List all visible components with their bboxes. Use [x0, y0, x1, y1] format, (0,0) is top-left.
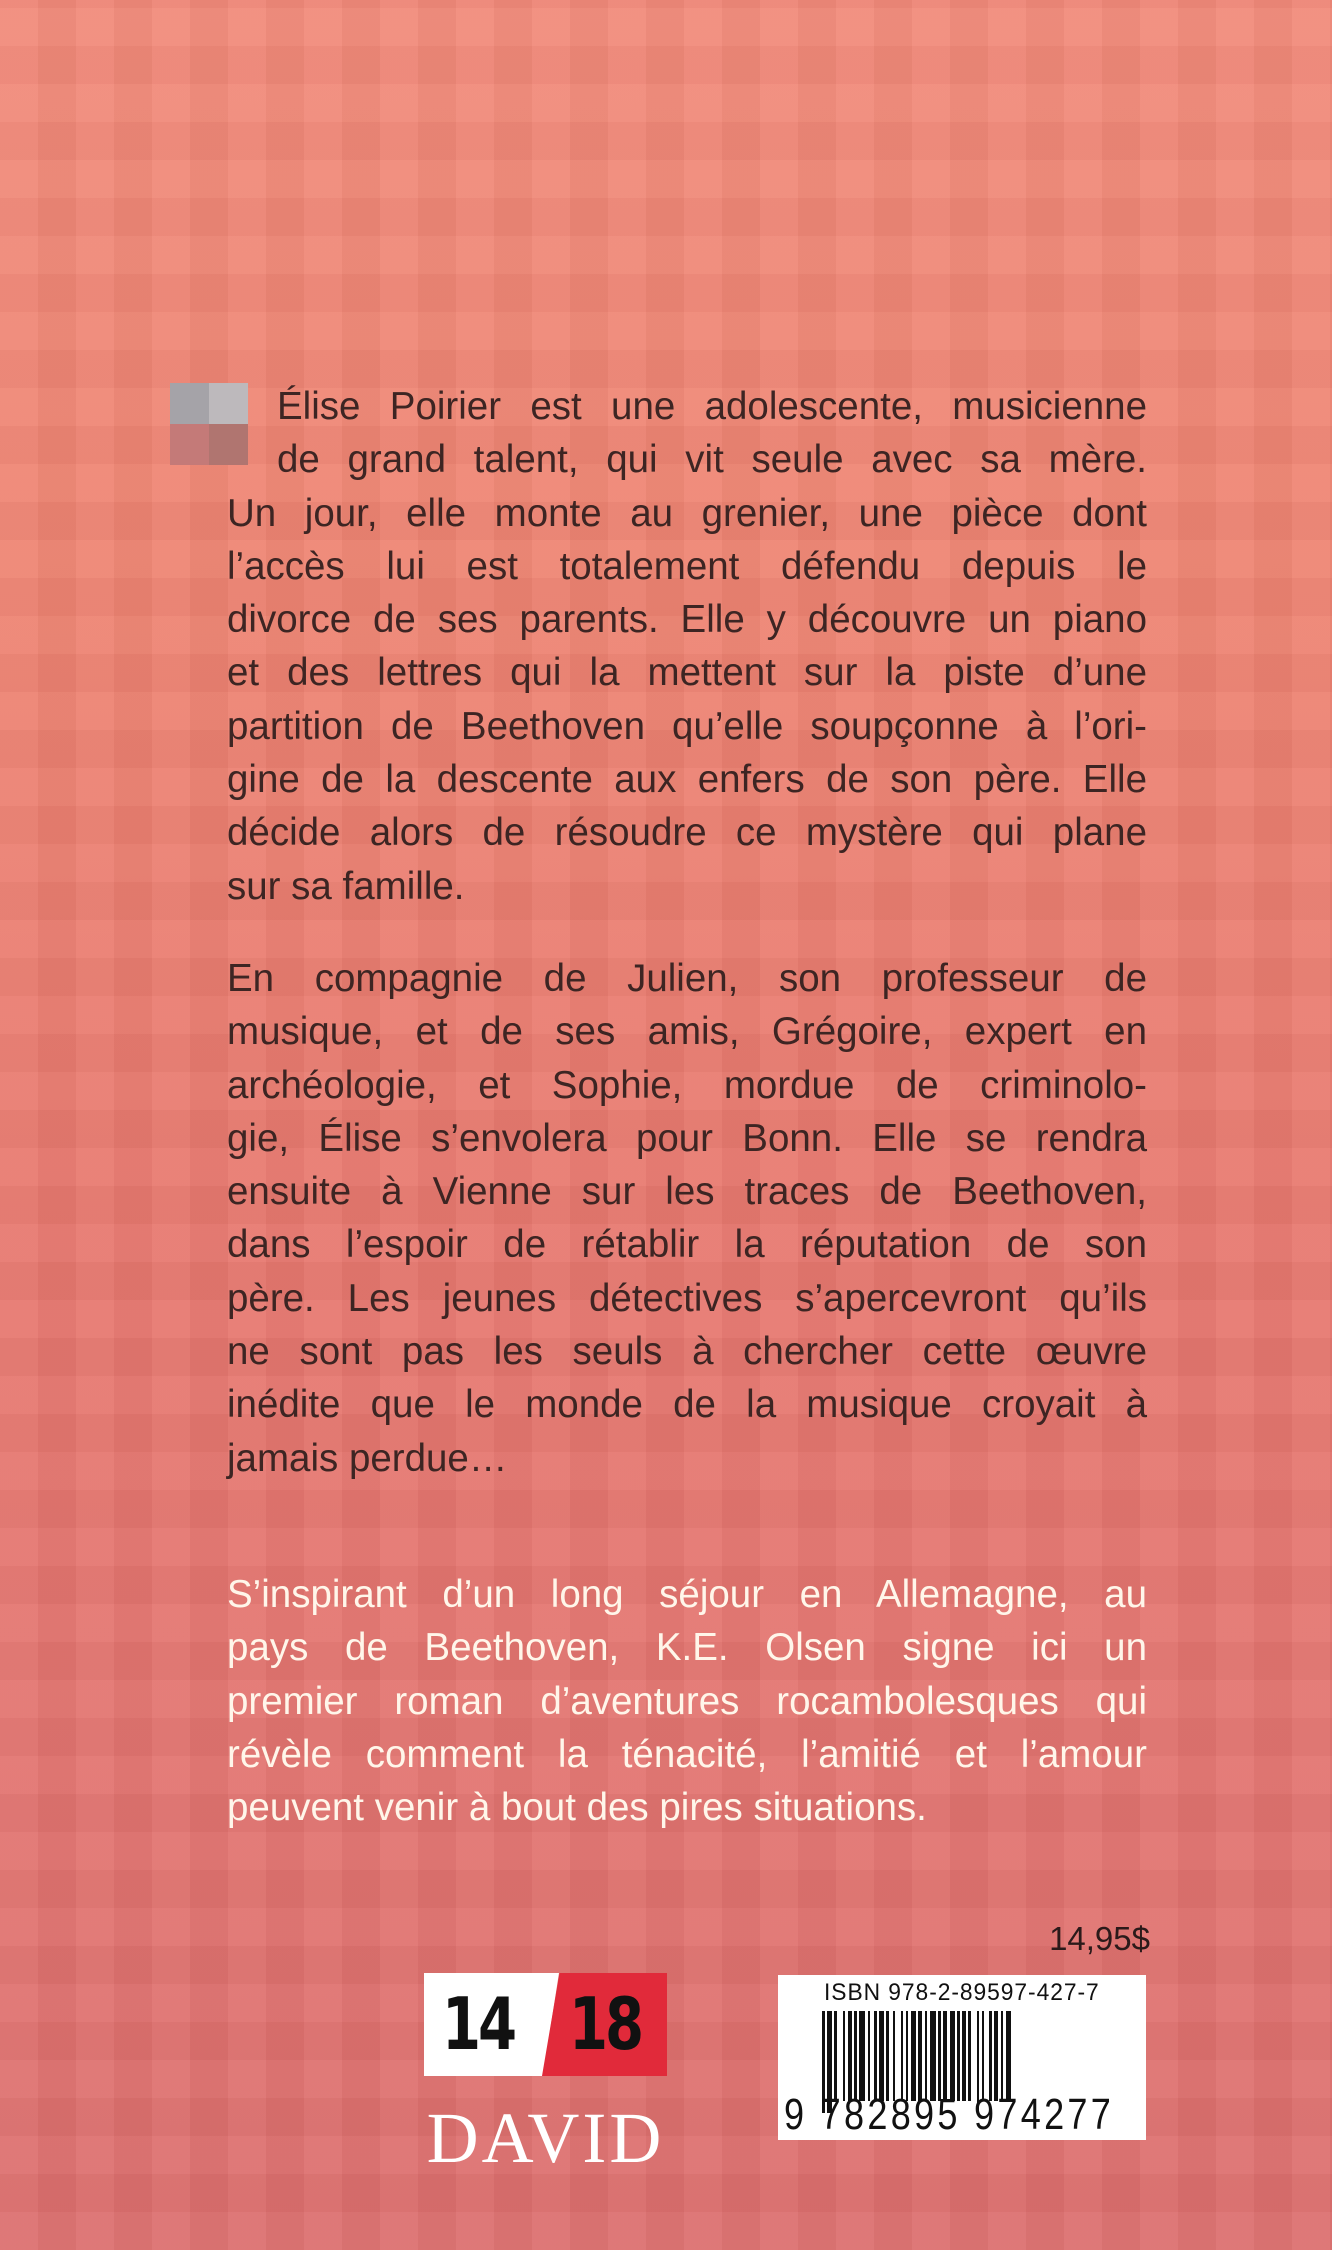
- text-line: musique, et de ses amis, Grégoire, expert en: [227, 1010, 1147, 1054]
- barcode-bar: [906, 2011, 908, 2101]
- barcode-bar: [893, 2011, 895, 2101]
- barcode-bar: [1001, 2011, 1003, 2101]
- text-line: l’accès lui est totalement défendu depuis le: [227, 544, 1147, 588]
- text-line: archéologie, et Sophie, mordue de criminolo-: [227, 1063, 1147, 1107]
- barcode-bar: [854, 2011, 857, 2101]
- barcode-bar: [848, 2011, 852, 2101]
- synopsis-paragraph-2: [227, 952, 1147, 1485]
- barcode-bar: [930, 2011, 936, 2101]
- barcode-bar: [994, 2011, 998, 2101]
- text-line: ne sont pas les seuls à chercher cette œuvre: [227, 1330, 1147, 1374]
- text-line: divorce de ses parents. Elle y découvre un piano: [227, 598, 1147, 642]
- barcode-bar: [968, 2011, 971, 2101]
- text-line: sur sa famille.: [227, 864, 465, 908]
- author-note: [227, 1568, 1147, 1834]
- text-line: ensuite à Vienne sur les traces de Beethoven,: [227, 1170, 1147, 1214]
- text-line: En compagnie de Julien, son professeur de: [227, 957, 1147, 1000]
- text-line: dans l’espoir de rétablir la réputation de son: [227, 1223, 1147, 1267]
- text-line: partition de Beethoven qu’elle soupçonne à l’ori-: [227, 704, 1147, 748]
- isbn-barcode: [778, 1975, 1146, 2140]
- barcode-bar: [1006, 2011, 1011, 2101]
- barcode-bar: [859, 2011, 865, 2101]
- barcode-digits: 9 782895 974277: [784, 2090, 1115, 2139]
- barcode-bar: [918, 2011, 922, 2101]
- barcode-bar: [868, 2011, 870, 2101]
- text-line: jamais perdue…: [227, 1436, 508, 1480]
- barcode-bar: [962, 2011, 966, 2101]
- barcode-bar: [901, 2011, 903, 2101]
- barcode-bar: [911, 2011, 916, 2101]
- age-range-badge: [424, 1973, 667, 2076]
- price-label: 14,95$: [1049, 1920, 1150, 1957]
- barcode-bar: [834, 2011, 837, 2101]
- text-line: Élise Poirier est une adolescente, musicienne: [277, 385, 1147, 428]
- text-line: décide alors de résoudre ce mystère qui plane: [227, 811, 1147, 855]
- barcode-bar: [886, 2011, 889, 2101]
- publisher-logo: DAVID: [426, 2098, 665, 2178]
- barcode-bar: [950, 2011, 955, 2101]
- age-from: 14: [442, 1982, 514, 2066]
- synopsis-paragraph-1: [227, 380, 1147, 913]
- text-line: pays de Beethoven, K.E. Olsen signe ici un: [227, 1626, 1147, 1670]
- text-line: père. Les jeunes détectives s’apercevront qu’ils: [227, 1276, 1147, 1320]
- barcode-bar: [843, 2011, 845, 2101]
- barcode-bar: [925, 2011, 927, 2101]
- text-line: peuvent venir à bout des pires situations.: [227, 1786, 927, 1830]
- barcode-bar: [989, 2011, 992, 2101]
- text-line: S’inspirant d’un long séjour en Allemagne, au: [227, 1573, 1147, 1616]
- barcode-bar: [982, 2011, 984, 2101]
- age-to: 18: [569, 1982, 641, 2066]
- isbn-label: ISBN 978-2-89597-427-7: [824, 1979, 1100, 2006]
- text-line: gine de la descente aux enfers de son père. Elle: [227, 758, 1147, 802]
- text-line: inédite que le monde de la musique croyait à: [227, 1383, 1147, 1427]
- barcode-bar: [874, 2011, 877, 2101]
- text-line: premier roman d’aventures rocambolesques qui: [227, 1679, 1147, 1723]
- text-line: gie, Élise s’envolera pour Bonn. Elle se rendra: [227, 1116, 1147, 1160]
- text-line: de grand talent, qui vit seule avec sa mère.: [277, 438, 1147, 482]
- barcode-bars: [822, 2011, 1122, 2101]
- barcode-bar: [957, 2011, 960, 2101]
- text-line: révèle comment la ténacité, l’amitié et l’amour: [227, 1732, 1147, 1776]
- barcode-bar: [943, 2011, 947, 2101]
- text-line: Un jour, elle monte au grenier, une pièce dont: [227, 491, 1147, 535]
- text-line: et des lettres qui la mettent sur la piste d’une: [227, 651, 1147, 695]
- barcode-bar: [938, 2011, 941, 2101]
- barcode-bar: [879, 2011, 884, 2101]
